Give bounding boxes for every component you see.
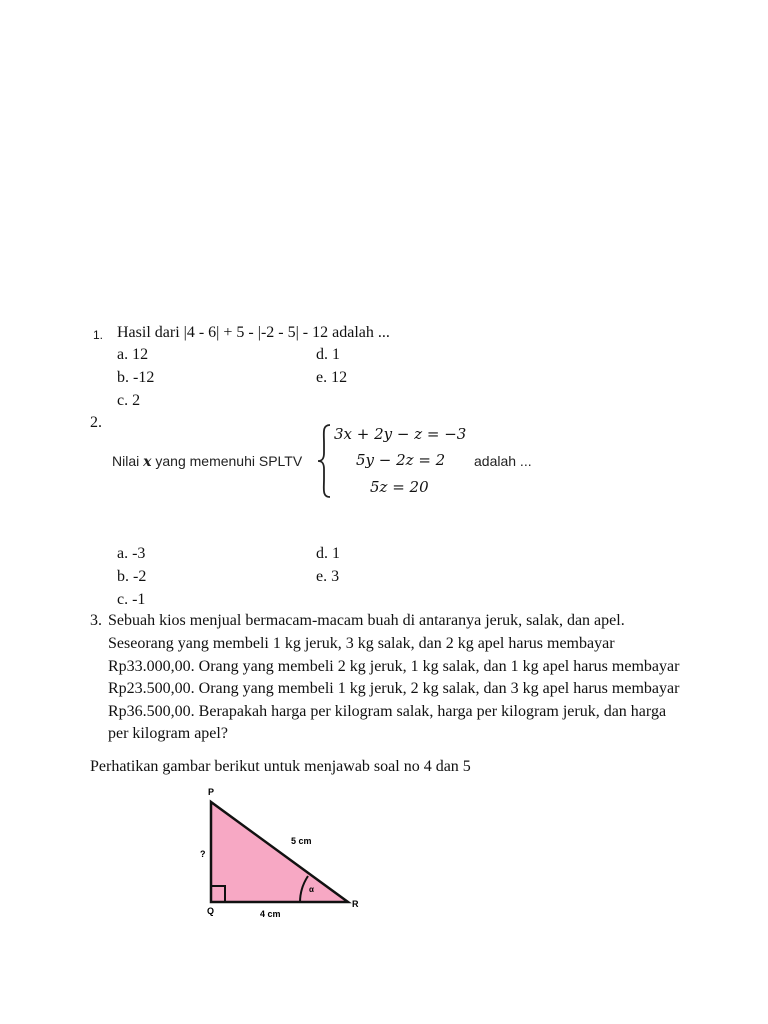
- q2-system-brace: [316, 423, 336, 499]
- q1-option-c: c. 2: [117, 392, 141, 409]
- vertex-q-label: Q: [207, 906, 215, 916]
- base-label: 4 cm: [260, 909, 281, 919]
- q2-variable: x: [143, 454, 152, 470]
- q1-option-e: e. 12: [316, 369, 348, 386]
- q2-equation-3: 5z = 20: [370, 478, 429, 496]
- vertex-p-label: P: [208, 787, 215, 797]
- q2-equation-1: 3x + 2y − z = −3: [334, 425, 467, 443]
- q2-equation-2: 5y − 2z = 2: [356, 451, 446, 469]
- unknown-side-label: ?: [200, 849, 206, 859]
- q2-prompt-post: yang memenuhi SPLTV: [155, 453, 303, 469]
- vertex-r-label: R: [352, 899, 359, 909]
- q2-option-d: d. 1: [316, 545, 340, 562]
- triangle-shape: [211, 802, 348, 902]
- q1-number: 1.: [93, 328, 104, 342]
- q1-option-a: a. 12: [117, 346, 149, 363]
- q2-prompt: [112, 451, 302, 472]
- q3-number: 3.: [90, 612, 102, 629]
- q2-option-e: e. 3: [316, 568, 340, 585]
- figure-intro: Perhatikan gambar berikut untuk menjawab soal no 4 dan 5: [90, 758, 471, 775]
- q2-option-a: a. -3: [117, 545, 146, 562]
- triangle-figure: [190, 780, 380, 925]
- q3-body: Seseorang yang membeli 1 kg jeruk, 3 kg salak, dan 2 kg apel harus membayar Rp33.000,00. Orang yang membeli 2 kg jeruk, 1 kg salak, dan 1 kg apel harus membayar Rp23.500,00. Orang yang membeli 1 kg jeruk, 2 kg salak, dan 3 kg apel harus membayar Rp36.500,00. Berapakah harga per kilogram salak, harga per kilogram jeruk, dan harga per kilogram apel?: [108, 635, 680, 743]
- q2-option-c: c. -1: [117, 591, 146, 608]
- q1-option-d: d. 1: [316, 346, 340, 363]
- q2-prompt-pre: Nilai: [112, 453, 140, 469]
- angle-label: α: [309, 885, 314, 894]
- q3-first-line: Sebuah kios menjual bermacam-macam buah di antaranya jeruk, salak, dan apel.: [108, 612, 625, 629]
- q2-number: 2.: [90, 414, 102, 431]
- q2-option-b: b. -2: [117, 568, 147, 585]
- hypotenuse-label: 5 cm: [291, 836, 312, 846]
- q1-option-b: b. -12: [117, 369, 155, 386]
- q1-question: Hasil dari |4 - 6| + 5 - |-2 - 5| - 12 adalah ...: [117, 324, 390, 341]
- q2-suffix: adalah ...: [474, 453, 532, 469]
